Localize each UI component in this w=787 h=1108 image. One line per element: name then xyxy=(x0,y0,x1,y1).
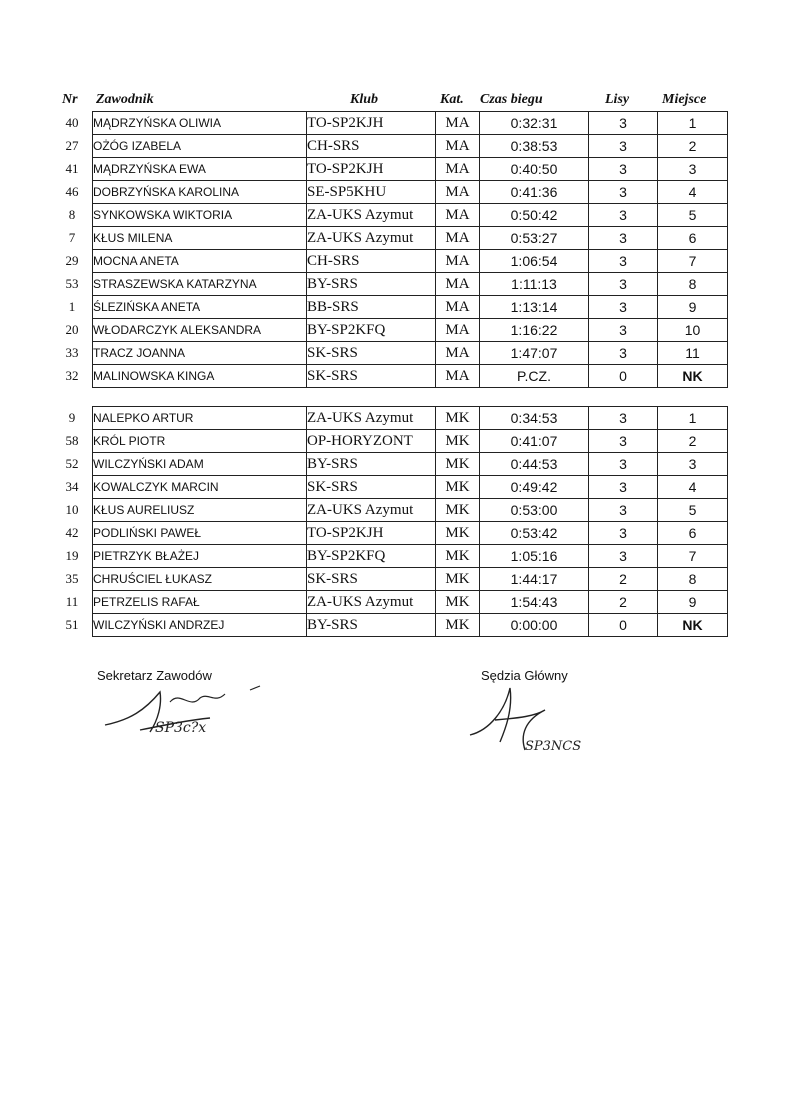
place: 1 xyxy=(658,112,728,135)
competitor-name: SYNKOWSKA WIKTORIA xyxy=(93,204,307,227)
run-time: 0:49:42 xyxy=(480,476,589,499)
foxes-count: 3 xyxy=(589,273,658,296)
competitor-name: WILCZYŃSKI ANDRZEJ xyxy=(93,614,307,637)
table-row xyxy=(52,476,728,499)
club-name: BY-SRS xyxy=(307,614,436,637)
start-number: 1 xyxy=(68,299,76,314)
competitor-name: DOBRZYŃSKA KAROLINA xyxy=(93,181,307,204)
category: MK xyxy=(436,407,480,430)
foxes-count: 3 xyxy=(589,545,658,568)
competitor-name: KOWALCZYK MARCIN xyxy=(93,476,307,499)
category: MA xyxy=(436,135,480,158)
place: 9 xyxy=(658,591,728,614)
judge-signature-text: SP3NCS xyxy=(525,739,582,754)
competitor-name: KŁUS MILENA xyxy=(93,227,307,250)
start-number: 51 xyxy=(65,617,79,632)
foxes-count: 3 xyxy=(589,135,658,158)
table-row xyxy=(52,135,728,158)
table-row xyxy=(52,319,728,342)
foxes-count: 3 xyxy=(589,476,658,499)
start-number: 41 xyxy=(65,161,79,176)
place: 6 xyxy=(658,522,728,545)
header-czas-biegu: Czas biegu xyxy=(480,92,543,107)
foxes-count: 3 xyxy=(589,319,658,342)
start-number: 33 xyxy=(65,345,79,360)
competitor-name: PIETRZYK BŁAŻEJ xyxy=(93,545,307,568)
start-number: 11 xyxy=(65,594,79,609)
place: 5 xyxy=(658,499,728,522)
category: MA xyxy=(436,227,480,250)
run-time: 0:38:53 xyxy=(480,135,589,158)
club-name: SK-SRS xyxy=(307,342,436,365)
category: MK xyxy=(436,545,480,568)
run-time: 0:53:42 xyxy=(480,522,589,545)
place: 2 xyxy=(658,135,728,158)
category: MK xyxy=(436,522,480,545)
start-number: 42 xyxy=(65,525,79,540)
table-row xyxy=(52,407,728,430)
header-miejsce: Miejsce xyxy=(662,92,707,107)
place: 7 xyxy=(658,545,728,568)
run-time: 1:13:14 xyxy=(480,296,589,319)
place: 5 xyxy=(658,204,728,227)
table-row xyxy=(52,227,728,250)
foxes-count: 2 xyxy=(589,568,658,591)
start-number: 27 xyxy=(65,138,79,153)
category: MA xyxy=(436,181,480,204)
club-name: BY-SP2KFQ xyxy=(307,545,436,568)
club-name: BY-SRS xyxy=(307,273,436,296)
club-name: SE-SP5KHU xyxy=(307,181,436,204)
table-row xyxy=(52,296,728,319)
place: 8 xyxy=(658,568,728,591)
run-time: 1:44:17 xyxy=(480,568,589,591)
run-time: 0:34:53 xyxy=(480,407,589,430)
start-number: 58 xyxy=(65,433,79,448)
place: 9 xyxy=(658,296,728,319)
club-name: TO-SP2KJH xyxy=(307,112,436,135)
club-name: SK-SRS xyxy=(307,476,436,499)
results-header xyxy=(52,90,728,110)
competitor-name: ŚLEZIŃSKA ANETA xyxy=(93,296,307,319)
category: MA xyxy=(436,250,480,273)
competitor-name: MĄDRZYŃSKA EWA xyxy=(93,158,307,181)
club-name: ZA-UKS Azymut xyxy=(307,227,436,250)
run-time: 1:06:54 xyxy=(480,250,589,273)
club-name: OP-HORYZONT xyxy=(307,430,436,453)
table-row xyxy=(52,499,728,522)
header-lisy: Lisy xyxy=(605,92,630,107)
category: MA xyxy=(436,342,480,365)
club-name: CH-SRS xyxy=(307,135,436,158)
place: 7 xyxy=(658,250,728,273)
start-number: 8 xyxy=(68,207,76,222)
place: NK xyxy=(658,365,728,388)
foxes-count: 3 xyxy=(589,499,658,522)
start-number: 32 xyxy=(65,368,79,383)
foxes-count: 3 xyxy=(589,342,658,365)
club-name: CH-SRS xyxy=(307,250,436,273)
table-row xyxy=(52,250,728,273)
club-name: ZA-UKS Azymut xyxy=(307,407,436,430)
foxes-count: 3 xyxy=(589,112,658,135)
club-name: ZA-UKS Azymut xyxy=(307,499,436,522)
foxes-count: 3 xyxy=(589,181,658,204)
start-number: 53 xyxy=(65,276,79,291)
competitor-name: OŻÓG IZABELA xyxy=(93,135,307,158)
place: 8 xyxy=(658,273,728,296)
foxes-count: 0 xyxy=(589,365,658,388)
place: NK xyxy=(658,614,728,637)
place: 2 xyxy=(658,430,728,453)
competitor-name: KRÓL PIOTR xyxy=(93,430,307,453)
foxes-count: 3 xyxy=(589,430,658,453)
place: 3 xyxy=(658,453,728,476)
place: 10 xyxy=(658,319,728,342)
secretary-signature-text: SP3c?x xyxy=(155,720,207,736)
club-name: SK-SRS xyxy=(307,568,436,591)
club-name: BY-SP2KFQ xyxy=(307,319,436,342)
category: MA xyxy=(436,365,480,388)
club-name: TO-SP2KJH xyxy=(307,522,436,545)
start-number: 29 xyxy=(65,253,79,268)
competitor-name: NALEPKO ARTUR xyxy=(93,407,307,430)
place: 11 xyxy=(658,342,728,365)
competitor-name: MOCNA ANETA xyxy=(93,250,307,273)
competitor-name: WŁODARCZYK ALEKSANDRA xyxy=(93,319,307,342)
category: MK xyxy=(436,499,480,522)
run-time: 0:44:53 xyxy=(480,453,589,476)
header-kat: Kat. xyxy=(440,92,464,107)
table-row xyxy=(52,545,728,568)
table-row xyxy=(52,273,728,296)
foxes-count: 2 xyxy=(589,591,658,614)
competitor-name: KŁUS AURELIUSZ xyxy=(93,499,307,522)
results-table-mk xyxy=(52,406,728,637)
table-row xyxy=(52,158,728,181)
secretary-label: Sekretarz Zawodów xyxy=(97,668,212,683)
place: 4 xyxy=(658,476,728,499)
judge-label: Sędzia Główny xyxy=(481,668,568,683)
start-number: 40 xyxy=(65,115,79,130)
run-time: 1:54:43 xyxy=(480,591,589,614)
table-row xyxy=(52,342,728,365)
category: MK xyxy=(436,430,480,453)
competitor-name: WILCZYŃSKI ADAM xyxy=(93,453,307,476)
category: MK xyxy=(436,591,480,614)
foxes-count: 3 xyxy=(589,227,658,250)
table-row xyxy=(52,365,728,388)
run-time: 1:47:07 xyxy=(480,342,589,365)
table-row xyxy=(52,430,728,453)
run-time: 1:05:16 xyxy=(480,545,589,568)
header-zawodnik: Zawodnik xyxy=(96,92,154,107)
start-number: 7 xyxy=(68,230,76,245)
table-row xyxy=(52,568,728,591)
foxes-count: 0 xyxy=(589,614,658,637)
competitor-name: PODLIŃSKI PAWEŁ xyxy=(93,522,307,545)
club-name: BB-SRS xyxy=(307,296,436,319)
table-row xyxy=(52,112,728,135)
start-number: 9 xyxy=(68,410,76,425)
foxes-count: 3 xyxy=(589,522,658,545)
category: MA xyxy=(436,273,480,296)
start-number: 35 xyxy=(65,571,79,586)
category: MA xyxy=(436,158,480,181)
competitor-name: MĄDRZYŃSKA OLIWIA xyxy=(93,112,307,135)
category: MK xyxy=(436,568,480,591)
table-row xyxy=(52,522,728,545)
category: MK xyxy=(436,453,480,476)
start-number: 52 xyxy=(65,456,79,471)
category: MA xyxy=(436,319,480,342)
foxes-count: 3 xyxy=(589,204,658,227)
club-name: BY-SRS xyxy=(307,453,436,476)
start-number: 20 xyxy=(65,322,79,337)
competitor-name: PETRZELIS RAFAŁ xyxy=(93,591,307,614)
secretary-signature xyxy=(100,680,270,740)
run-time: 0:00:00 xyxy=(480,614,589,637)
start-number: 34 xyxy=(65,479,79,494)
run-time: 0:41:36 xyxy=(480,181,589,204)
start-number: 10 xyxy=(65,502,79,517)
table-row xyxy=(52,591,728,614)
competitor-name: TRACZ JOANNA xyxy=(93,342,307,365)
place: 3 xyxy=(658,158,728,181)
foxes-count: 3 xyxy=(589,158,658,181)
results-table-ma xyxy=(52,111,728,388)
club-name: ZA-UKS Azymut xyxy=(307,204,436,227)
competitor-name: CHRUŚCIEL ŁUKASZ xyxy=(93,568,307,591)
place: 1 xyxy=(658,407,728,430)
competitor-name: STRASZEWSKA KATARZYNA xyxy=(93,273,307,296)
judge-signature xyxy=(465,680,615,760)
place: 4 xyxy=(658,181,728,204)
run-time: P.CZ. xyxy=(480,365,589,388)
category: MK xyxy=(436,476,480,499)
table-row xyxy=(52,453,728,476)
table-row xyxy=(52,204,728,227)
run-time: 1:11:13 xyxy=(480,273,589,296)
run-time: 0:53:00 xyxy=(480,499,589,522)
run-time: 0:53:27 xyxy=(480,227,589,250)
foxes-count: 3 xyxy=(589,296,658,319)
foxes-count: 3 xyxy=(589,453,658,476)
category: MK xyxy=(436,614,480,637)
header-klub: Klub xyxy=(350,92,379,107)
foxes-count: 3 xyxy=(589,407,658,430)
foxes-count: 3 xyxy=(589,250,658,273)
header-nr: Nr xyxy=(62,92,78,107)
place: 6 xyxy=(658,227,728,250)
start-number: 19 xyxy=(65,548,79,563)
competitor-name: MALINOWSKA KINGA xyxy=(93,365,307,388)
club-name: ZA-UKS Azymut xyxy=(307,591,436,614)
run-time: 0:40:50 xyxy=(480,158,589,181)
run-time: 0:32:31 xyxy=(480,112,589,135)
club-name: TO-SP2KJH xyxy=(307,158,436,181)
table-row xyxy=(52,181,728,204)
run-time: 0:50:42 xyxy=(480,204,589,227)
run-time: 0:41:07 xyxy=(480,430,589,453)
club-name: SK-SRS xyxy=(307,365,436,388)
category: MA xyxy=(436,112,480,135)
category: MA xyxy=(436,296,480,319)
category: MA xyxy=(436,204,480,227)
run-time: 1:16:22 xyxy=(480,319,589,342)
table-row xyxy=(52,614,728,637)
start-number: 46 xyxy=(65,184,79,199)
